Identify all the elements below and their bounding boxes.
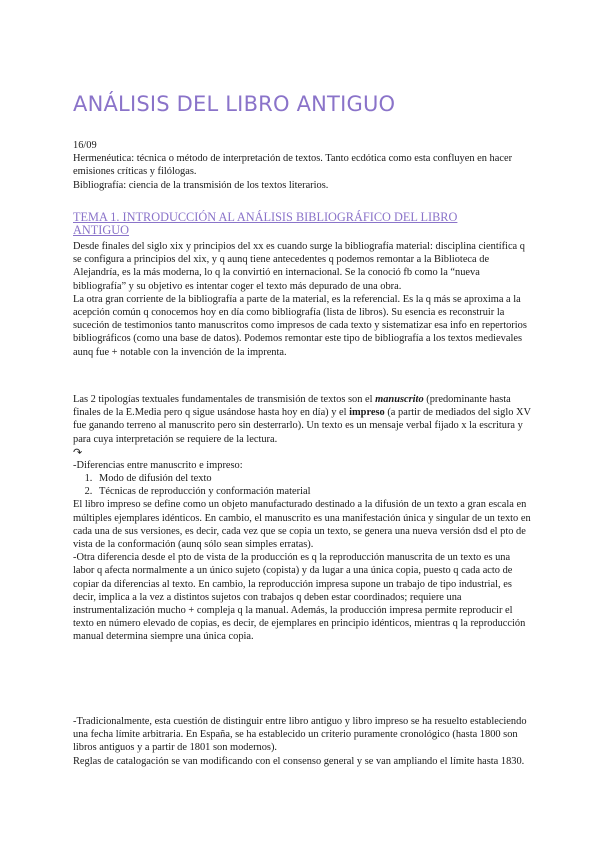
diferencias-heading: -Diferencias entre manuscrito e impreso:	[73, 459, 243, 471]
tipologias-text-3: (a partir de mediados del siglo XV fue ganando terreno al manuscrito pero sin desterrarlo). Un texto es un mensaje verbal fijado x la escritura y para cuya interpretación se requiere de la lectura.	[73, 407, 531, 445]
section-body	[73, 240, 533, 359]
curved-arrow-icon: ↷	[73, 445, 83, 459]
paragraph-bibliografia-material: Desde finales del siglo xix y principios del xx es cuando surge la bibliografía material: disciplina científica q se configura a principios del xix, y q aunq tiene antecedentes q podemos remontar a la Biblioteca de Alejandría, es la más moderna, lo q la convirtió en internacional. Se la conoció fb como la “nueva bibliografía” y su objetivo es intentar coger el texto más depurado de una obra.	[73, 241, 525, 292]
paragraph-fecha-limite: -Tradicionalmente, esta cuestión de distinguir entre libro antiguo y libro impreso se ha resuelto estableciendo una fecha límite arbitraria. En España, se ha establecido un criterio puramente cronológico (hasta 1800 son libros antiguos y a partir de 1801 son modernos).	[73, 716, 527, 754]
list-item: 2. Técnicas de reproducción y conformación material	[95, 485, 533, 498]
bibliografia-definition: Bibliografía: ciencia de la transmisión de los textos literarios.	[73, 179, 329, 191]
term-manuscrito: manuscrito	[375, 394, 424, 405]
document-title: ANÁLISIS DEL LIBRO ANTIGUO	[73, 92, 396, 116]
paragraph-produccion: -Otra diferencia desde el pto de vista de la producción es q la reproducción manuscrita de un texto es una labor q afecta normalmente a un único sujeto (copista) y da lugar a una única copia, puesto q cada acto de copiar da diferencias al texto. En cambio, la reproducción impresa supone un trabajo de tipo industrial, es decir, implica a la vez a distintos sujetos con trabajos q deben estar coordinados; requiere una instrumentalización mucho + compleja q la manual. Además, la producción impresa permite reproducir el texto en número elevado de copias, es decir, de ejemplares en principio idénticos, mientras q la reproducción manual determina siempre una única copia.	[73, 552, 526, 643]
paragraph-bibliografia-referencial: La otra gran corriente de la bibliografía a parte de la material, es la referencial. Es la q más se aproxima a la acepción común q conocemos hoy en día como bibliografía (lista de libros). Su esencia es reconstruir la suceción de testimonios tanto manuscritos como impresos de cada texto y sistematizar esa info en repertorios bibliográficos (como una base de datos). Podemos remontar este tipo de bibliografía a los textos medievales aunq fue + notable con la invención de la imprenta.	[73, 293, 527, 358]
tipologias-text-1: Las 2 tipologías textuales fundamentales de transmisión de textos son el	[73, 394, 376, 405]
term-impreso: impreso	[349, 407, 385, 419]
section-title: TEMA 1. INTRODUCCIÓN AL ANÁLISIS BIBLIOGRÁFICO DEL LIBRO ANTIGUO	[73, 210, 458, 237]
paragraph-tipologias	[73, 393, 533, 446]
diferencias-list	[73, 472, 533, 498]
paragraph-reglas-catalogacion: Reglas de catalogación se van modificando con el consenso general y se van ampliando el límite hasta 1830.	[73, 755, 525, 767]
date-line: 16/09	[73, 140, 97, 151]
tipologias-text-2: (predominante hasta finales de la E.Media pero q sigue usándose hasta hoy en día) y el	[73, 394, 511, 419]
hermeneutica-definition: Hermenéutica: técnica o método de interpretación de textos. Tanto ecdótica como esta confluyen en hacer emisiones críticas y filólogas.	[73, 153, 513, 178]
paragraph-libro-impreso: El libro impreso se define como un objeto manufacturado destinado a la difusión de un texto a gran escala en múltiples ejemplares idénticos. En cambio, el manuscrito es una manifestación única y singular de un texto en cada una de sus versiones, es decir, cada vez que se copia un texto, se genera una nueva versión dsd el pto de vista de la conformación (aunq sólo sean simples erratas).	[73, 499, 531, 551]
intro-block	[73, 139, 533, 192]
tradicion-block	[73, 715, 533, 768]
list-item: 1. Modo de difusión del texto	[95, 472, 533, 485]
tipologias-block	[73, 393, 533, 644]
